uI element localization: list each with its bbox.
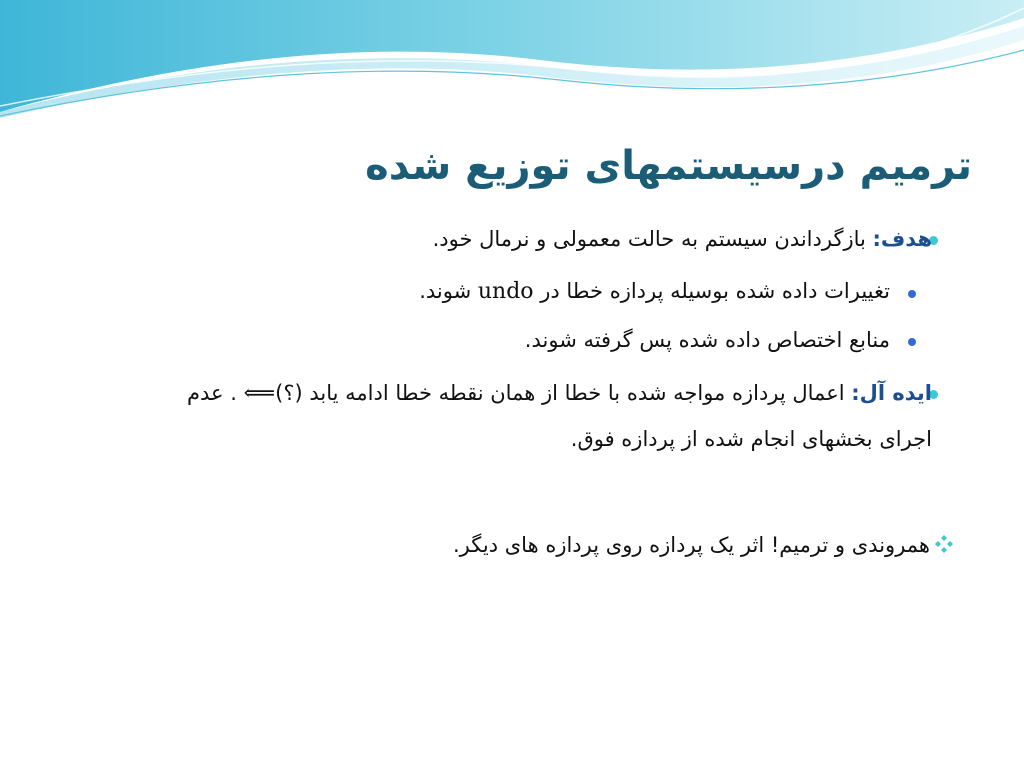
sub-bullet-undo: [419, 279, 890, 304]
bullet-ideal: [187, 381, 932, 406]
slide-title: ترمیم درسیستمهای توزیع شده: [365, 143, 972, 189]
sub-bullet-undo-word: undo: [477, 279, 534, 304]
bullet-goal-text: بازگرداندن سیستم به حالت معمولی و نرمال خود.: [432, 227, 873, 251]
bullet-ideal-text: اعمال پردازه مواجه شده با خطا از همان نقطه خطا ادامه یابد (؟): [275, 381, 852, 405]
bullet-ideal-line2: اجرای بخشهای انجام شده از پردازه فوق.: [570, 427, 932, 451]
double-left-arrow-icon: ⟸: [243, 381, 276, 406]
sub-bullet-dot-icon: [908, 338, 916, 346]
sub-bullet-undo-pre: تغییرات داده شده بوسیله پردازه خطا در: [533, 279, 890, 303]
four-diamonds-icon: [934, 534, 954, 554]
sub-bullet-resources: منابع اختصاص داده شده پس گرفته شوند.: [524, 328, 890, 352]
sub-bullet-undo-post: شوند.: [419, 279, 478, 303]
bullet-goal: [433, 227, 932, 251]
bullet-concurrency: همروندی و ترمیم! اثر یک پردازه روی پردازه های دیگر.: [453, 533, 930, 557]
bullet-ideal-key: ایده آل:: [851, 381, 932, 405]
header-wave-decoration: [0, 0, 1024, 130]
bullet-goal-key: هدف:: [872, 227, 932, 251]
sub-bullet-dot-icon: [908, 290, 916, 298]
bullet-ideal-tail: . عدم: [187, 381, 244, 405]
